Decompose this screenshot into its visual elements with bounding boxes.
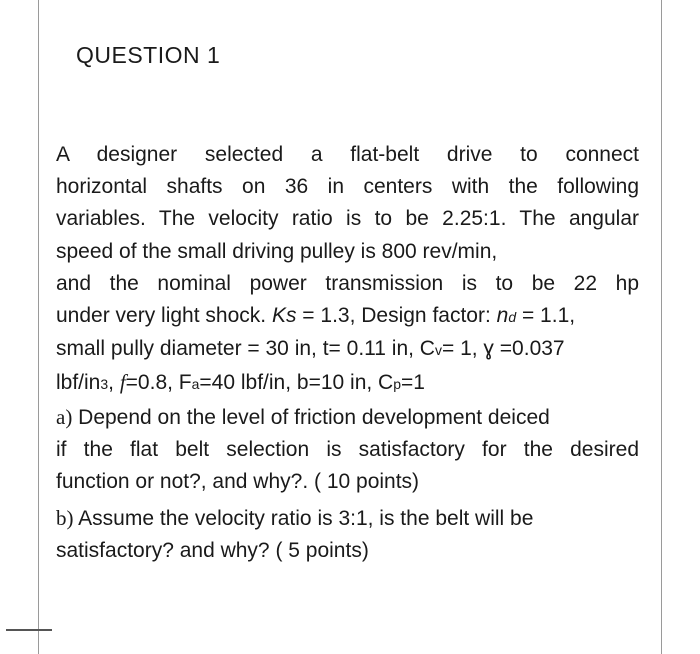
friction-value: =0.8, F: [125, 371, 192, 395]
right-margin-rule: [661, 0, 662, 654]
part-b-text-1: Assume the velocity ratio is 3:1, is the belt will be: [73, 507, 534, 531]
part-b-line-1: [56, 502, 639, 535]
body-line-7: [56, 333, 639, 366]
body-line-2: horizontal shafts on 36 in centers with the following: [56, 175, 639, 199]
friction-symbol: f: [119, 370, 126, 395]
part-a-line-2: if the flat belt selection is satisfactory for the desired: [56, 437, 639, 461]
line8-unit: lbf/in: [56, 371, 101, 395]
fa-subscript: a: [191, 376, 200, 393]
part-a-text-1: Depend on the level of friction development deiced: [72, 405, 550, 429]
part-b-line-2: satisfactory? and why? ( 5 points): [56, 539, 369, 563]
nd-value: = 1.1,: [516, 304, 576, 328]
question-body: [56, 139, 639, 568]
cv-subscript: v: [434, 342, 442, 359]
left-margin-rule: [38, 0, 39, 654]
body-line-8: [56, 366, 639, 400]
nd-subscript: d: [508, 309, 517, 326]
line6-text: under very light shock.: [56, 304, 272, 328]
part-a-marker: a): [56, 404, 73, 429]
body-line-3: variables. The velocity ratio is to be 2.25:1. The angular: [56, 207, 639, 231]
body-line-4: speed of the small driving pulley is 800 rev/min,: [56, 239, 498, 263]
part-b-marker: b): [56, 506, 74, 531]
body-line-5: and the nominal power transmission is to be 22 hp: [56, 271, 639, 295]
gamma-symbol: ɣ: [483, 337, 494, 361]
nd-symbol: n: [496, 304, 509, 328]
ks-symbol: Ks: [271, 304, 297, 328]
part-a-line-1: [56, 401, 639, 434]
line7-text: small pully diameter = 30 in, t= 0.11 in, C: [56, 337, 435, 361]
cv-value: = 1,: [441, 337, 484, 361]
body-line-6: [56, 300, 639, 333]
gamma-value: =0.037: [493, 337, 565, 361]
question-title: QUESTION 1: [76, 42, 221, 68]
fa-value: =40 lbf/in, b=10 in, C: [199, 371, 394, 395]
line8-sep: ,: [108, 371, 120, 395]
cp-subscript: p: [393, 376, 402, 393]
cube-subscript: 3: [100, 376, 109, 393]
cp-value: =1: [401, 371, 425, 395]
margin-tick-mark: [6, 629, 52, 631]
part-a-line-3: function or not?, and why?. ( 10 points): [56, 470, 420, 494]
body-line-1: A designer selected a flat-belt drive to connect: [56, 143, 639, 166]
ks-value: = 1.3, Design factor:: [296, 304, 497, 328]
